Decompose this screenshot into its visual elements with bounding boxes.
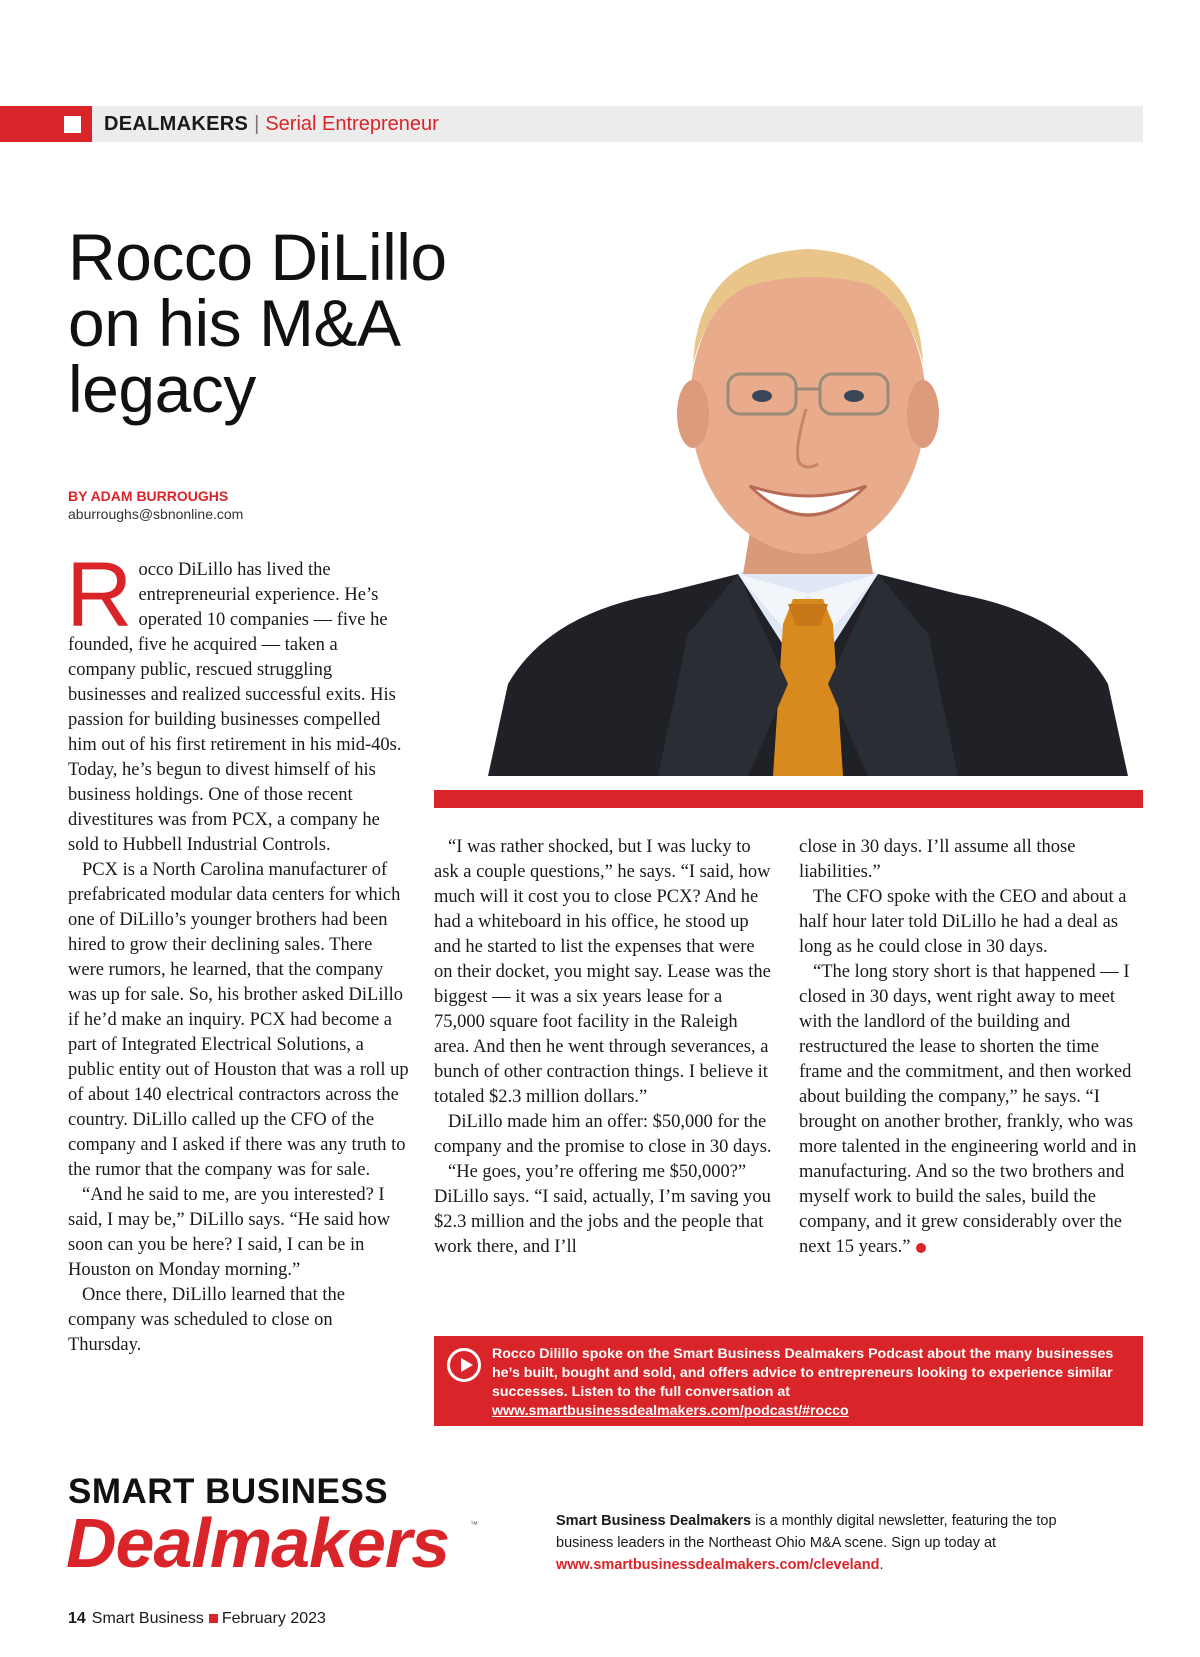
drop-cap: R <box>66 544 133 646</box>
article-column-2 <box>434 835 776 1260</box>
article-paragraph <box>799 960 1143 1260</box>
section-kicker: DEALMAKERS <box>104 113 249 135</box>
callout-body: Rocco Dilillo spoke on the Smart Business Dealmakers Podcast about the many businesses he’s built, bought and sold, and offers advice to entrepreneurs looking to experience similar successes. Listen to the full conversation at <box>492 1346 1114 1400</box>
section-square-icon <box>64 116 81 133</box>
newsletter-period: . <box>879 1557 884 1573</box>
section-header-bar <box>0 106 1143 142</box>
footer-date: February 2023 <box>221 1610 326 1627</box>
podcast-link[interactable]: www.smartbusinessdealmakers.com/podcast/#rocco <box>492 1403 849 1419</box>
end-mark-icon <box>916 1243 926 1253</box>
footer-square-icon <box>209 1614 218 1623</box>
newsletter-text: is a monthly digital newsletter, featuring the top business leaders in the Northeast Ohio M&A scene. Sign up today at <box>556 1513 1057 1551</box>
byline: BY ADAM BURROUGHS <box>68 488 229 504</box>
trademark-mark: ™ <box>470 1520 478 1529</box>
title-line: legacy <box>68 352 256 426</box>
paragraph-text: “The long story short is that happened — I closed in 30 days, went right away to meet with the landlord of the building and restructured the lease to shorten the time frame and the commitment, and then worked about building the company,” he says. “I brought on another brother, frankly, who was more talented in the engineering world and in manufacturing. And so the two brothers and myself work to build the sales, build the company, and it grew considerably over the next 15 years.” <box>799 962 1137 1257</box>
article-column-1 <box>66 544 410 1358</box>
article-title <box>68 220 538 426</box>
callout-text <box>492 1345 1132 1421</box>
title-line: Rocco DiLillo <box>68 220 447 294</box>
photo-red-rule <box>434 790 1143 808</box>
newsletter-name: Smart Business Dealmakers <box>556 1513 752 1529</box>
portrait-photo <box>488 214 1128 776</box>
article-paragraph: “I was rather shocked, but I was lucky to ask a couple questions,” he says. “I said, how much will it cost you to close PCX? And he had a whiteboard in his office, he stood up and he started to list the expenses that were on their docket, you might say. Lease was the biggest — it was a six years lease for a 75,000 square foot facility in the Raleigh area. And then he went through severances, a bunch of other contraction things. I believe it totaled $2.3 million dollars.” <box>434 837 771 1107</box>
article-paragraph: Once there, DiLillo learned that the company was scheduled to close on Thursday. <box>68 1285 346 1355</box>
newsletter-link[interactable]: www.smartbusinessdealmakers.com/cleveland <box>556 1557 880 1573</box>
title-line: on his M&A <box>68 286 401 360</box>
article-paragraph: PCX is a North Carolina manufacturer of prefabricated modular data centers for which one of DiLillo’s younger brothers had been hired to grow their declining sales. There were rumors, he learned, that the company was up for sale. So, his brother asked DiLillo if he’d make an inquiry. PCX had become a part of Integrated Electrical Solutions, a public entity out of Houston that was a roll up of about 140 electrical contractors across the country. DiLillo called up the CFO of the company and I asked if there was any truth to the rumor that the company was for sale. <box>68 860 409 1180</box>
article-paragraph: “And he said to me, are you interested? I said, I may be,” DiLillo says. “He said how soon can you be here? I said, I can be in Houston on Monday morning.” <box>68 1185 391 1280</box>
article-paragraph: “He goes, you’re offering me $50,000?” DiLillo says. “I said, actually, I’m saving you $2.3 million and the jobs and the people that work there, and I’ll <box>434 1162 771 1257</box>
article-paragraph: The CFO spoke with the CEO and about a half hour later told DiLillo he had a deal as long as he could close in 30 days. <box>799 887 1127 957</box>
newsletter-promo <box>556 1510 1096 1576</box>
brand-smart-business: SMART BUSINESS <box>68 1472 389 1511</box>
section-subsection: Serial Entrepreneur <box>265 113 439 135</box>
footer-publication: Smart Business <box>91 1610 204 1627</box>
section-label <box>104 113 439 135</box>
play-icon[interactable] <box>447 1348 481 1382</box>
article-paragraph: DiLillo made him an offer: $50,000 for the company and the promise to close in 30 days. <box>434 1112 772 1157</box>
brand-dealmakers-logo: Dealmakers <box>66 1504 450 1582</box>
paragraph-text: occo DiLillo has lived the entrepreneurial experience. He’s operated 10 companies — five he founded, five he acquired — taken a company public, rescued struggling businesses and realized successful exits. His passion for building businesses compelled him out of his first retirement in his mid-40s. Today, he’s begun to divest himself of his business holdings. One of those recent divestitures was from PCX, a company he sold to Hubbell Industrial Controls. <box>68 560 402 855</box>
author-email[interactable]: aburroughs@sbnonline.com <box>68 506 244 522</box>
article-column-3 <box>799 835 1143 1260</box>
section-separator: | <box>254 113 260 135</box>
article-paragraph: close in 30 days. I’ll assume all those liabilities.” <box>799 837 1076 882</box>
page-footer <box>68 1610 326 1628</box>
portrait-illustration <box>488 214 1128 776</box>
article-paragraph <box>66 544 410 858</box>
podcast-callout <box>434 1336 1143 1426</box>
page-number: 14 <box>68 1610 86 1627</box>
